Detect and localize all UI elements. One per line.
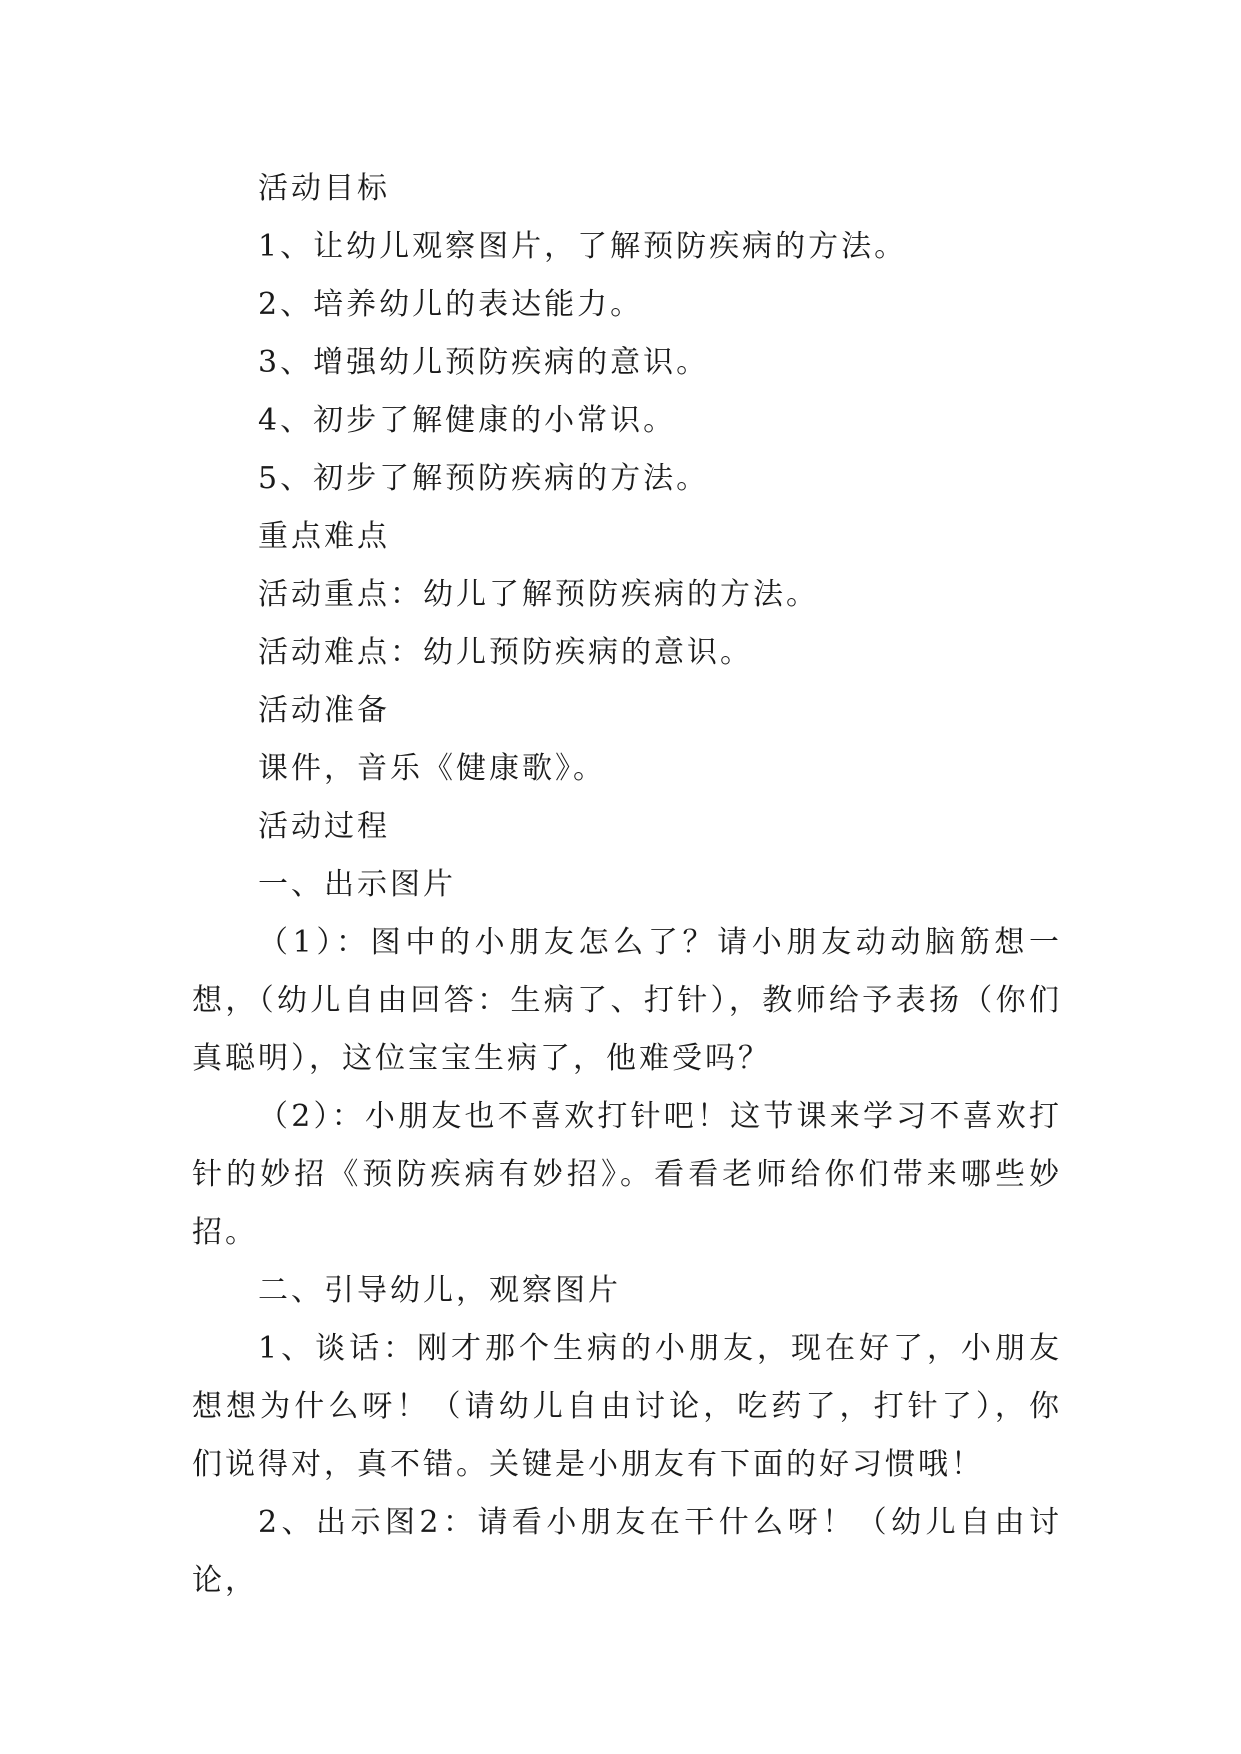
goal-item-5: 5、初步了解预防疾病的方法。 (258, 461, 710, 496)
preparation-text: 课件，音乐《健康歌》。 (258, 751, 606, 786)
goal-item-1: 1、让幼儿观察图片，了解预防疾病的方法。 (258, 229, 908, 264)
heading-activity-goals: 活动目标 (258, 171, 390, 206)
process-step-1-part-1: （1）：图中的小朋友怎么了？请小朋友动动脑筋想一想，（幼儿自由回答：生病了、打针），教师给予表扬（你们真聪明），这位宝宝生病了，他难受吗？ (192, 925, 1062, 1076)
goal-item-3: 3、增强幼儿预防疾病的意识。 (258, 345, 710, 380)
heading-key-points: 重点难点 (258, 519, 390, 554)
difficult-point: 活动难点：幼儿预防疾病的意识。 (258, 635, 753, 670)
goal-item-4: 4、初步了解健康的小常识。 (258, 403, 677, 438)
process-step-2-item-2: 2、出示图2：请看小朋友在干什么呀！（幼儿自由讨论， (192, 1505, 1062, 1598)
heading-process: 活动过程 (258, 809, 390, 844)
heading-preparation: 活动准备 (258, 693, 390, 728)
process-step-2-title: 二、引导幼儿，观察图片 (258, 1273, 621, 1308)
process-step-1-part-2: （2）：小朋友也不喜欢打针吧！这节课来学习不喜欢打针的妙招《预防疾病有妙招》。看看老师给你们带来哪些妙招。 (192, 1099, 1062, 1250)
process-step-1-title: 一、出示图片 (258, 867, 456, 902)
goal-item-2: 2、培养幼儿的表达能力。 (258, 287, 644, 322)
process-step-2-item-1: 1、谈话：刚才那个生病的小朋友，现在好了，小朋友想想为什么呀！（请幼儿自由讨论，吃药了，打针了），你们说得对，真不错。关键是小朋友有下面的好习惯哦！ (192, 1331, 1062, 1482)
key-point: 活动重点：幼儿了解预防疾病的方法。 (258, 577, 819, 612)
document-body (192, 160, 1062, 1610)
